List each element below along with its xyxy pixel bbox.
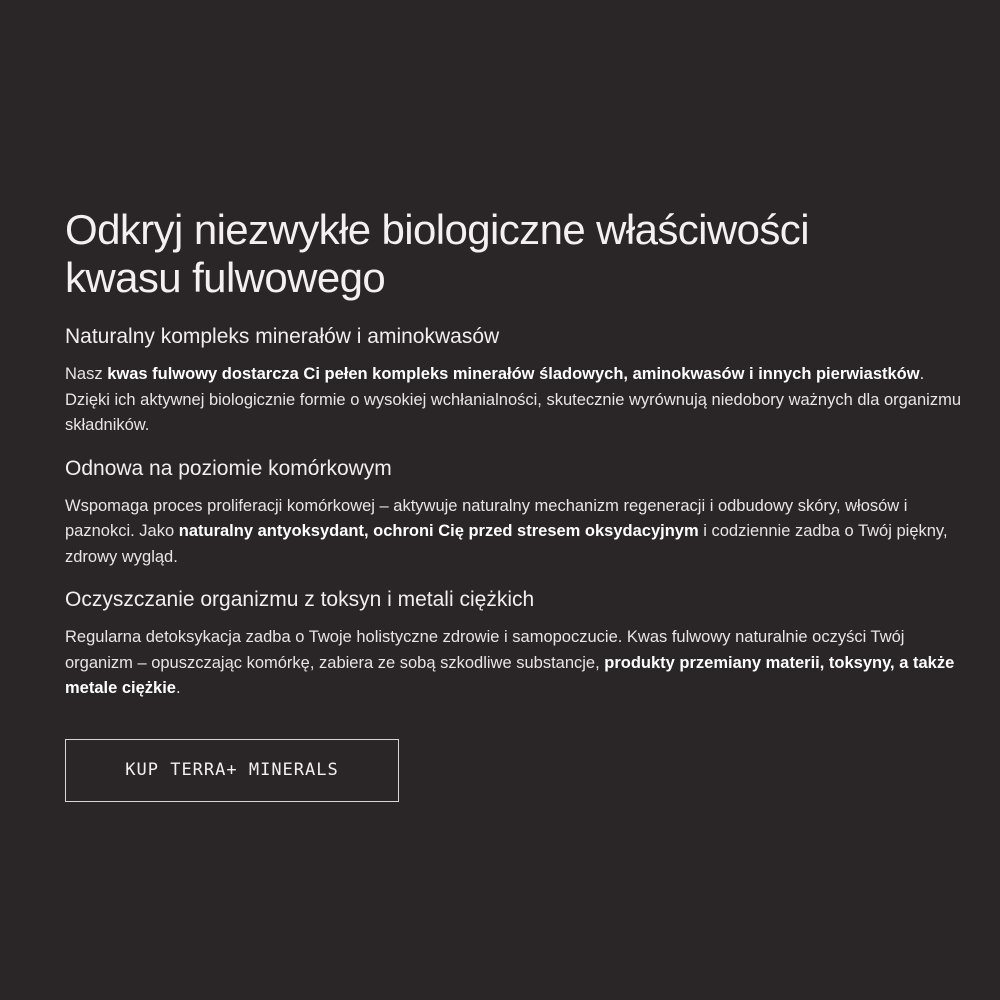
section-text-detox-highlight: produkty przemiany materii, toksyny, a także metale ciężkie bbox=[65, 653, 955, 697]
section-heading-minerals: Naturalny kompleks minerałów i aminokwasów bbox=[65, 325, 500, 348]
section-heading-renewal: Odnowa na poziomie komórkowym bbox=[65, 456, 392, 480]
page-title-line-1: Odkryj niezwykłe biologiczne właściwości bbox=[65, 206, 809, 253]
section-text-minerals-intro: Nasz bbox=[65, 365, 108, 383]
section-text-minerals-highlight: kwas fulwowy dostarcza Ci pełen kompleks minerałów śladowych, aminokwasów i innych pierwiastków bbox=[107, 365, 920, 383]
section-text-detox-rest: . bbox=[176, 679, 181, 697]
section-text-minerals bbox=[65, 362, 965, 439]
page-title bbox=[65, 206, 965, 302]
main-content bbox=[65, 206, 965, 802]
section-text-renewal bbox=[65, 494, 965, 571]
section-text-renewal-highlight: naturalny antyoksydant, ochroni Cię przed stresem oksydacyjnym bbox=[178, 522, 699, 540]
buy-terra-minerals-button[interactable]: KUP TERRA+ MINERALS bbox=[65, 739, 399, 802]
section-text-renewal-rest: i codziennie zadba o Twój piękny, zdrowy wygląd. bbox=[65, 522, 948, 566]
section-text-detox-intro: Regularna detoksykacja zadba o Twoje holistyczne zdrowie i samopoczucie. Kwas fulwowy naturalnie oczyści Twój organizm – opuszczając komórkę, zabiera ze sobą szkodliwe substancje, bbox=[65, 628, 905, 672]
section-text-renewal-intro: Wspomaga proces proliferacji komórkowej – aktywuje naturalny mechanizm regeneracji i odbudowy skóry, włosów i paznokci. Jako bbox=[65, 496, 908, 540]
section-heading-detox: Oczyszczanie organizmu z toksyn i metali ciężkich bbox=[65, 588, 535, 611]
page-title-line-2: kwasu fulwowego bbox=[65, 254, 386, 301]
section-text-detox bbox=[65, 625, 965, 702]
section-text-minerals-rest: . Dzięki ich aktywnej biologicznie formie o wysokiej wchłanialności, skutecznie wyrównują niedobory ważnych dla organizmu składników. bbox=[65, 365, 961, 434]
